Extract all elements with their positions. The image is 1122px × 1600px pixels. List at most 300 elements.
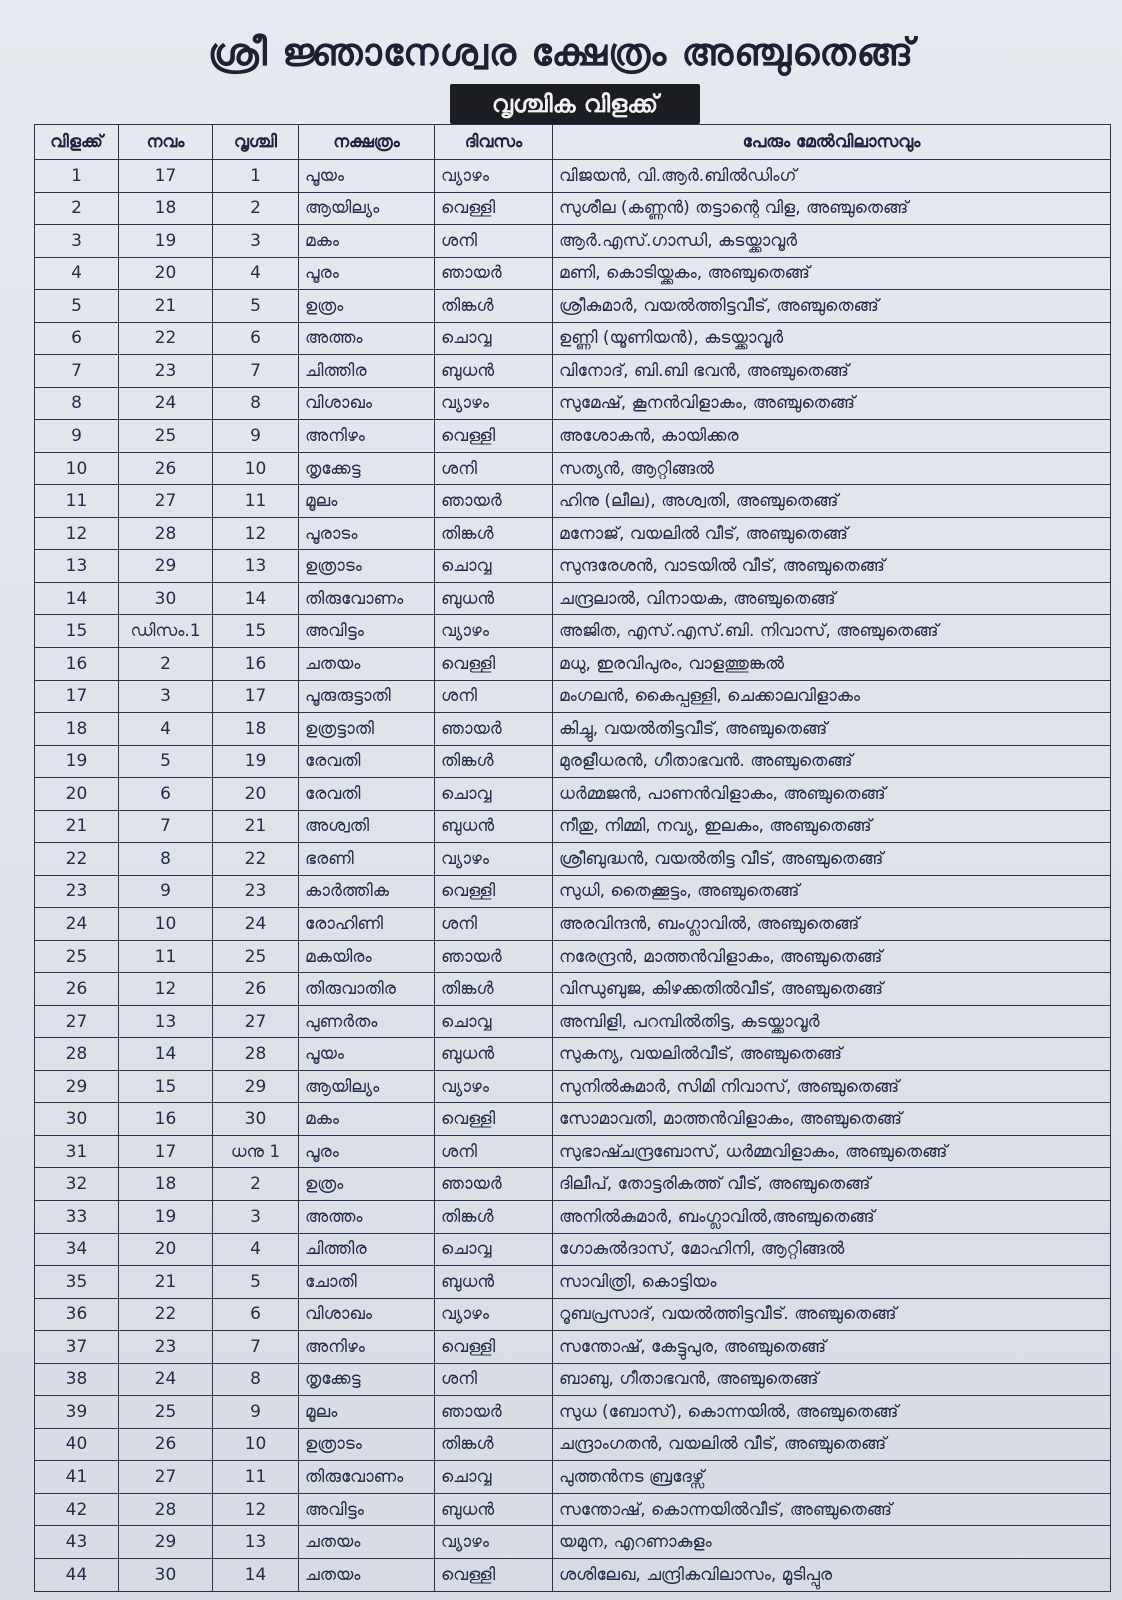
table-row (35, 1168, 1111, 1201)
table-row (35, 1298, 1111, 1331)
nakshatram-cell: രോഹിണി (299, 908, 435, 941)
name-address-cell: ശ്രീബുദ്ധൻ, വയൽതിട്ട വീട്, അഞ്ചുതെങ്ങ് (553, 843, 1111, 876)
nakshatram-cell: വിശാഖം (299, 1298, 435, 1331)
divasam-cell: ബുധൻ (435, 810, 553, 843)
navam-date-cell: 21 (119, 290, 213, 323)
schedule-table (34, 124, 1111, 1592)
nakshatram-cell: ചിത്തിര (299, 1233, 435, 1266)
name-address-cell: ദിലീപ്, തോട്ടരികത്ത് വീട്, അഞ്ചുതെങ്ങ് (553, 1168, 1111, 1201)
divasam-cell: തിങ്കൾ (435, 1201, 553, 1234)
navam-date-cell: 23 (119, 355, 213, 388)
name-address-cell: ആർ.എസ്.ഗാന്ധി, കടയ്ക്കാവൂർ (553, 225, 1111, 258)
vrischi-date-cell: 3 (213, 225, 299, 258)
navam-date-cell: 24 (119, 387, 213, 420)
nakshatram-cell: അത്തം (299, 322, 435, 355)
vrischi-date-cell: 30 (213, 1103, 299, 1136)
divasam-cell: ചൊവ്വ (435, 1461, 553, 1494)
nakshatram-cell: വിശാഖം (299, 387, 435, 420)
vilakku-number-cell: 43 (35, 1526, 119, 1559)
navam-date-cell: 6 (119, 778, 213, 811)
column-header-name-address: പേരും മേൽവിലാസവും (553, 125, 1111, 160)
nakshatram-cell: ചതയം (299, 1558, 435, 1591)
name-address-cell: സന്തോഷ്, കൊന്നയിൽവീട്, അഞ്ചുതെങ്ങ് (553, 1493, 1111, 1526)
table-row (35, 1558, 1111, 1591)
divasam-cell: തിങ്കൾ (435, 745, 553, 778)
table-row (35, 908, 1111, 941)
vrischi-date-cell: 21 (213, 810, 299, 843)
divasam-cell: തിങ്കൾ (435, 290, 553, 323)
table-row (35, 550, 1111, 583)
name-address-cell: അരവിന്ദൻ, ബംഗ്ലാവിൽ, അഞ്ചുതെങ്ങ് (553, 908, 1111, 941)
navam-date-cell: 26 (119, 452, 213, 485)
navam-date-cell: 27 (119, 1461, 213, 1494)
name-address-cell: വിനോദ്, ബി.ബി ഭവൻ, അഞ്ചുതെങ്ങ് (553, 355, 1111, 388)
nakshatram-cell: പൂയം (299, 160, 435, 193)
name-address-cell: മനോജ്, വയലിൽ വീട്, അഞ്ചുതെങ്ങ് (553, 517, 1111, 550)
navam-date-cell: 5 (119, 745, 213, 778)
vrischi-date-cell: 17 (213, 680, 299, 713)
divasam-cell: വെള്ളി (435, 647, 553, 680)
vrischi-date-cell: 19 (213, 745, 299, 778)
navam-date-cell: 13 (119, 1005, 213, 1038)
name-address-cell: ഹിനു (ലീല), അശ്വതി, അഞ്ചുതെങ്ങ് (553, 485, 1111, 518)
table-row (35, 745, 1111, 778)
column-header-vrischi: വൃശ്ചി (213, 125, 299, 160)
vilakku-number-cell: 28 (35, 1038, 119, 1071)
navam-date-cell: 25 (119, 1396, 213, 1429)
navam-date-cell: 3 (119, 680, 213, 713)
vrischi-date-cell: 8 (213, 387, 299, 420)
navam-date-cell: 26 (119, 1428, 213, 1461)
navam-date-cell: 17 (119, 1135, 213, 1168)
vrischi-date-cell: 2 (213, 192, 299, 225)
name-address-cell: വിജയൻ, വി.ആർ.ബിൽഡിംഗ് (553, 160, 1111, 193)
vilakku-number-cell: 23 (35, 875, 119, 908)
vilakku-number-cell: 14 (35, 582, 119, 615)
navam-date-cell: 18 (119, 192, 213, 225)
vrischi-date-cell: 26 (213, 973, 299, 1006)
name-address-cell: കിച്ചു, വയൽതിട്ടവീട്, അഞ്ചുതെങ്ങ് (553, 713, 1111, 746)
nakshatram-cell: പൂരുരുട്ടാതി (299, 680, 435, 713)
vilakku-number-cell: 9 (35, 420, 119, 453)
table-row (35, 680, 1111, 713)
name-address-cell: അജിത, എസ്.എസ്.ബി. നിവാസ്, അഞ്ചുതെങ്ങ് (553, 615, 1111, 648)
vilakku-number-cell: 17 (35, 680, 119, 713)
table-row (35, 192, 1111, 225)
nakshatram-cell: ചതയം (299, 647, 435, 680)
vrischi-date-cell: 7 (213, 355, 299, 388)
vilakku-number-cell: 31 (35, 1135, 119, 1168)
table-row (35, 485, 1111, 518)
column-header-divasam: ദിവസം (435, 125, 553, 160)
nakshatram-cell: അത്തം (299, 1201, 435, 1234)
nakshatram-cell: മൂലം (299, 485, 435, 518)
navam-date-cell: 2 (119, 647, 213, 680)
table-row (35, 1493, 1111, 1526)
divasam-cell: വ്യാഴം (435, 1070, 553, 1103)
column-header-navam: നവം (119, 125, 213, 160)
vilakku-number-cell: 40 (35, 1428, 119, 1461)
navam-date-cell: 28 (119, 1493, 213, 1526)
nakshatram-cell: മകം (299, 225, 435, 258)
divasam-cell: ശനി (435, 908, 553, 941)
table-row (35, 1396, 1111, 1429)
table-row (35, 517, 1111, 550)
name-address-cell: വിന്ധുബുജ, കിഴക്കതിൽവീട്, അഞ്ചുതെങ്ങ് (553, 973, 1111, 1006)
navam-date-cell: 19 (119, 1201, 213, 1234)
vrischi-date-cell: 11 (213, 485, 299, 518)
nakshatram-cell: ഉത്രം (299, 1168, 435, 1201)
table-row (35, 322, 1111, 355)
vrischi-date-cell: 6 (213, 1298, 299, 1331)
navam-date-cell: 30 (119, 1558, 213, 1591)
nakshatram-cell: പൂയം (299, 1038, 435, 1071)
table-row (35, 257, 1111, 290)
nakshatram-cell: ചിത്തിര (299, 355, 435, 388)
table-row (35, 1363, 1111, 1396)
table-row (35, 225, 1111, 258)
name-address-cell: റൂബപ്രസാദ്, വയൽത്തിട്ടവീട്. അഞ്ചുതെങ്ങ് (553, 1298, 1111, 1331)
name-address-cell: സുമേഷ്, കൂനൻവിളാകം, അഞ്ചുതെങ്ങ് (553, 387, 1111, 420)
vrischi-date-cell: 2 (213, 1168, 299, 1201)
divasam-cell: ശനി (435, 1135, 553, 1168)
vrischi-date-cell: 25 (213, 940, 299, 973)
nakshatram-cell: പുണർതം (299, 1005, 435, 1038)
vrischi-date-cell: ധനു 1 (213, 1135, 299, 1168)
table-row (35, 1005, 1111, 1038)
name-address-cell: ധർമ്മജൻ, പാണൻവിളാകം, അഞ്ചുതെങ്ങ് (553, 778, 1111, 811)
table-header-row (35, 125, 1111, 160)
name-address-cell: അമ്പിളി, പറമ്പിൽതിട്ട, കടയ്ക്കാവൂർ (553, 1005, 1111, 1038)
vilakku-number-cell: 35 (35, 1266, 119, 1299)
navam-date-cell: ഡിസം.1 (119, 615, 213, 648)
vrischi-date-cell: 12 (213, 1493, 299, 1526)
vrischi-date-cell: 5 (213, 290, 299, 323)
name-address-cell: സുധി, തൈക്കൂട്ടം, അഞ്ചുതെങ്ങ് (553, 875, 1111, 908)
navam-date-cell: 4 (119, 713, 213, 746)
divasam-cell: ഞായർ (435, 713, 553, 746)
nakshatram-cell: കാർത്തിക (299, 875, 435, 908)
vilakku-number-cell: 10 (35, 452, 119, 485)
divasam-cell: വെള്ളി (435, 875, 553, 908)
navam-date-cell: 23 (119, 1331, 213, 1364)
name-address-cell: സന്തോഷ്, കേട്ടുപുര, അഞ്ചുതെങ്ങ് (553, 1331, 1111, 1364)
vrischi-date-cell: 1 (213, 160, 299, 193)
nakshatram-cell: അനിഴം (299, 420, 435, 453)
vrischi-date-cell: 12 (213, 517, 299, 550)
nakshatram-cell: മകയിരം (299, 940, 435, 973)
divasam-cell: ചൊവ്വ (435, 1005, 553, 1038)
name-address-cell: ചന്ദ്രാംഗതൻ, വയലിൽ വീട്, അഞ്ചുതെങ്ങ് (553, 1428, 1111, 1461)
navam-date-cell: 22 (119, 1298, 213, 1331)
vrischi-date-cell: 4 (213, 257, 299, 290)
name-address-cell: സത്യൻ, ആറ്റിങ്ങൽ (553, 452, 1111, 485)
vrischi-date-cell: 7 (213, 1331, 299, 1364)
table-row (35, 615, 1111, 648)
name-address-cell: ഗോകുൽദാസ്, മോഹിനി, ആറ്റിങ്ങൽ (553, 1233, 1111, 1266)
navam-date-cell: 20 (119, 257, 213, 290)
vrischi-date-cell: 15 (213, 615, 299, 648)
vilakku-number-cell: 27 (35, 1005, 119, 1038)
divasam-cell: ശനി (435, 225, 553, 258)
divasam-cell: ചൊവ്വ (435, 1233, 553, 1266)
navam-date-cell: 18 (119, 1168, 213, 1201)
divasam-cell: ബുധൻ (435, 1266, 553, 1299)
divasam-cell: ചൊവ്വ (435, 550, 553, 583)
vrischi-date-cell: 16 (213, 647, 299, 680)
divasam-cell: ബുധൻ (435, 1493, 553, 1526)
divasam-cell: ബുധൻ (435, 582, 553, 615)
vrischi-date-cell: 13 (213, 550, 299, 583)
vilakku-number-cell: 18 (35, 713, 119, 746)
name-address-cell: നീതു, നിമ്മി, നവ്യ, ഇലകം, അഞ്ചുതെങ്ങ് (553, 810, 1111, 843)
table-row (35, 160, 1111, 193)
navam-date-cell: 29 (119, 550, 213, 583)
nakshatram-cell: ആയില്യം (299, 192, 435, 225)
table-row (35, 973, 1111, 1006)
table-row (35, 1461, 1111, 1494)
name-address-cell: സുഭാഷ്ചന്ദ്രബോസ്, ധർമ്മവിളാകം, അഞ്ചുതെങ്ങ് (553, 1135, 1111, 1168)
navam-date-cell: 14 (119, 1038, 213, 1071)
nakshatram-cell: ഉത്രാടം (299, 550, 435, 583)
navam-date-cell: 24 (119, 1363, 213, 1396)
divasam-cell: തിങ്കൾ (435, 973, 553, 1006)
vilakku-number-cell: 22 (35, 843, 119, 876)
vilakku-number-cell: 21 (35, 810, 119, 843)
name-address-cell: ഉണ്ണി (യൂണിയൻ), കടയ്ക്കാവൂർ (553, 322, 1111, 355)
nakshatram-cell: അശ്വതി (299, 810, 435, 843)
nakshatram-cell: മകം (299, 1103, 435, 1136)
vilakku-number-cell: 20 (35, 778, 119, 811)
column-header-nakshatram: നക്ഷത്രം (299, 125, 435, 160)
name-address-cell: ശശിലേഖ, ചന്ദ്രികവിലാസം, മൂടിപ്പുര (553, 1558, 1111, 1591)
name-address-cell: പുത്തൻനട ബ്രദേഴ്സ് (553, 1461, 1111, 1494)
vrischi-date-cell: 6 (213, 322, 299, 355)
nakshatram-cell: ചതയം (299, 1526, 435, 1559)
vrischi-date-cell: 9 (213, 1396, 299, 1429)
name-address-cell: നരേന്ദ്രൻ, മാത്തൻവിളാകം, അഞ്ചുതെങ്ങ് (553, 940, 1111, 973)
nakshatram-cell: അനിഴം (299, 1331, 435, 1364)
table-row (35, 647, 1111, 680)
divasam-cell: ബുധൻ (435, 355, 553, 388)
vilakku-number-cell: 16 (35, 647, 119, 680)
vrischi-date-cell: 28 (213, 1038, 299, 1071)
vrischi-date-cell: 11 (213, 1461, 299, 1494)
vilakku-number-cell: 33 (35, 1201, 119, 1234)
table-row (35, 810, 1111, 843)
nakshatram-cell: തിരുവോണം (299, 1461, 435, 1494)
divasam-cell: ശനി (435, 1363, 553, 1396)
name-address-cell: മംഗലൻ, കൈപ്പള്ളി, ചെക്കാലവിളാകം (553, 680, 1111, 713)
vilakku-number-cell: 24 (35, 908, 119, 941)
vilakku-number-cell: 2 (35, 192, 119, 225)
divasam-cell: വ്യാഴം (435, 1526, 553, 1559)
name-address-cell: ശ്രീകുമാർ, വയൽത്തിട്ടവീട്, അഞ്ചുതെങ്ങ് (553, 290, 1111, 323)
divasam-cell: വെള്ളി (435, 192, 553, 225)
vilakku-number-cell: 30 (35, 1103, 119, 1136)
vilakku-number-cell: 26 (35, 973, 119, 1006)
vrischi-date-cell: 9 (213, 420, 299, 453)
vilakku-number-cell: 41 (35, 1461, 119, 1494)
divasam-cell: വെള്ളി (435, 1103, 553, 1136)
vrischi-date-cell: 13 (213, 1526, 299, 1559)
navam-date-cell: 30 (119, 582, 213, 615)
navam-date-cell: 25 (119, 420, 213, 453)
vilakku-number-cell: 19 (35, 745, 119, 778)
vilakku-number-cell: 12 (35, 517, 119, 550)
navam-date-cell: 28 (119, 517, 213, 550)
nakshatram-cell: പൂരാടം (299, 517, 435, 550)
vilakku-number-cell: 37 (35, 1331, 119, 1364)
divasam-cell: ഞായർ (435, 1168, 553, 1201)
vrischi-date-cell: 23 (213, 875, 299, 908)
table-row (35, 452, 1111, 485)
vrischi-date-cell: 3 (213, 1201, 299, 1234)
divasam-cell: വ്യാഴം (435, 1298, 553, 1331)
divasam-cell: ബുധൻ (435, 1038, 553, 1071)
nakshatram-cell: തിരുവോണം (299, 582, 435, 615)
divasam-cell: ഞായർ (435, 485, 553, 518)
nakshatram-cell: പൂരം (299, 1135, 435, 1168)
vrischi-date-cell: 24 (213, 908, 299, 941)
vrischi-date-cell: 14 (213, 582, 299, 615)
nakshatram-cell: രേവതി (299, 745, 435, 778)
table-row (35, 1428, 1111, 1461)
vrischi-date-cell: 10 (213, 452, 299, 485)
vilakku-number-cell: 36 (35, 1298, 119, 1331)
table-row (35, 1331, 1111, 1364)
vilakku-number-cell: 29 (35, 1070, 119, 1103)
nakshatram-cell: ഉത്രാടം (299, 1428, 435, 1461)
table-row (35, 1201, 1111, 1234)
nakshatram-cell: തിരുവാതിര (299, 973, 435, 1006)
name-address-cell: സുകന്യ, വയലിൽവീട്, അഞ്ചുതെങ്ങ് (553, 1038, 1111, 1071)
navam-date-cell: 10 (119, 908, 213, 941)
navam-date-cell: 27 (119, 485, 213, 518)
navam-date-cell: 19 (119, 225, 213, 258)
table-row (35, 713, 1111, 746)
navam-date-cell: 20 (119, 1233, 213, 1266)
nakshatram-cell: ഭരണി (299, 843, 435, 876)
table-row (35, 387, 1111, 420)
table-row (35, 1266, 1111, 1299)
column-header-vilakku: വിളക്ക് (35, 125, 119, 160)
nakshatram-cell: ചോതി (299, 1266, 435, 1299)
vilakku-number-cell: 32 (35, 1168, 119, 1201)
vilakku-number-cell: 15 (35, 615, 119, 648)
divasam-cell: വെള്ളി (435, 1558, 553, 1591)
table-row (35, 582, 1111, 615)
divasam-cell: ശനി (435, 452, 553, 485)
page-title: ശ്രീ ജ്ഞാനേശ്വര ക്ഷേത്രം അഞ്ചുതെങ്ങ് (207, 30, 915, 74)
table-row (35, 940, 1111, 973)
subtitle-banner: വൃശ്ചിക വിളക്ക് (450, 84, 700, 124)
vilakku-number-cell: 13 (35, 550, 119, 583)
divasam-cell: ഞായർ (435, 257, 553, 290)
divasam-cell: ഞായർ (435, 1396, 553, 1429)
table-row (35, 778, 1111, 811)
table-row (35, 420, 1111, 453)
navam-date-cell: 12 (119, 973, 213, 1006)
vrischi-date-cell: 4 (213, 1233, 299, 1266)
nakshatram-cell: ഉത്രട്ടാതി (299, 713, 435, 746)
table-row (35, 290, 1111, 323)
vilakku-number-cell: 6 (35, 322, 119, 355)
table-row (35, 355, 1111, 388)
vrischi-date-cell: 20 (213, 778, 299, 811)
table-row (35, 1103, 1111, 1136)
vilakku-number-cell: 3 (35, 225, 119, 258)
nakshatram-cell: അവിട്ടം (299, 615, 435, 648)
divasam-cell: വ്യാഴം (435, 160, 553, 193)
divasam-cell: തിങ്കൾ (435, 517, 553, 550)
table-row (35, 1038, 1111, 1071)
table-row (35, 1526, 1111, 1559)
vrischi-date-cell: 27 (213, 1005, 299, 1038)
navam-date-cell: 21 (119, 1266, 213, 1299)
divasam-cell: തിങ്കൾ (435, 1428, 553, 1461)
name-address-cell: മണി, കൊടിയ്ക്കകം, അഞ്ചുതെങ്ങ് (553, 257, 1111, 290)
table-row (35, 843, 1111, 876)
name-address-cell: സുനിൽകുമാർ, സിമി നിവാസ്, അഞ്ചുതെങ്ങ് (553, 1070, 1111, 1103)
divasam-cell: വ്യാഴം (435, 843, 553, 876)
vilakku-number-cell: 5 (35, 290, 119, 323)
name-address-cell: ചന്ദ്രലാൽ, വിനായക, അഞ്ചുതെങ്ങ് (553, 582, 1111, 615)
vilakku-number-cell: 4 (35, 257, 119, 290)
nakshatram-cell: മൂലം (299, 1396, 435, 1429)
vilakku-number-cell: 34 (35, 1233, 119, 1266)
nakshatram-cell: അവിട്ടം (299, 1493, 435, 1526)
table-row (35, 1070, 1111, 1103)
name-address-cell: യമുന, എറണാകുളം (553, 1526, 1111, 1559)
nakshatram-cell: പൂരം (299, 257, 435, 290)
vrischi-date-cell: 18 (213, 713, 299, 746)
name-address-cell: അശോകൻ, കായിക്കര (553, 420, 1111, 453)
vrischi-date-cell: 22 (213, 843, 299, 876)
name-address-cell: സുധ (ബോസ്), കൊന്നയിൽ, അഞ്ചുതെങ്ങ് (553, 1396, 1111, 1429)
divasam-cell: വെള്ളി (435, 420, 553, 453)
name-address-cell: അനിൽകുമാർ, ബംഗ്ലാവിൽ,അഞ്ചുതെങ്ങ് (553, 1201, 1111, 1234)
nakshatram-cell: ആയില്യം (299, 1070, 435, 1103)
vilakku-number-cell: 25 (35, 940, 119, 973)
divasam-cell: ശനി (435, 680, 553, 713)
navam-date-cell: 8 (119, 843, 213, 876)
table-row (35, 1233, 1111, 1266)
name-address-cell: സുശീല (കണ്ണൻ) തട്ടാന്റെ വിള, അഞ്ചുതെങ്ങ് (553, 192, 1111, 225)
divasam-cell: ചൊവ്വ (435, 322, 553, 355)
navam-date-cell: 29 (119, 1526, 213, 1559)
vrischi-date-cell: 8 (213, 1363, 299, 1396)
vrischi-date-cell: 29 (213, 1070, 299, 1103)
nakshatram-cell: രേവതി (299, 778, 435, 811)
vilakku-number-cell: 1 (35, 160, 119, 193)
vrischi-date-cell: 5 (213, 1266, 299, 1299)
nakshatram-cell: തൃക്കേട്ട (299, 452, 435, 485)
vilakku-number-cell: 44 (35, 1558, 119, 1591)
divasam-cell: ഞായർ (435, 940, 553, 973)
vilakku-number-cell: 7 (35, 355, 119, 388)
divasam-cell: ചൊവ്വ (435, 778, 553, 811)
vilakku-number-cell: 39 (35, 1396, 119, 1429)
name-address-cell: സുന്ദരേശൻ, വാടയിൽ വീട്, അഞ്ചുതെങ്ങ് (553, 550, 1111, 583)
nakshatram-cell: തൃക്കേട്ട (299, 1363, 435, 1396)
divasam-cell: വെള്ളി (435, 1331, 553, 1364)
vilakku-number-cell: 42 (35, 1493, 119, 1526)
name-address-cell: സോമാവതി, മാത്തൻവിളാകം, അഞ്ചുതെങ്ങ് (553, 1103, 1111, 1136)
divasam-cell: വ്യാഴം (435, 387, 553, 420)
table-row (35, 1135, 1111, 1168)
navam-date-cell: 15 (119, 1070, 213, 1103)
